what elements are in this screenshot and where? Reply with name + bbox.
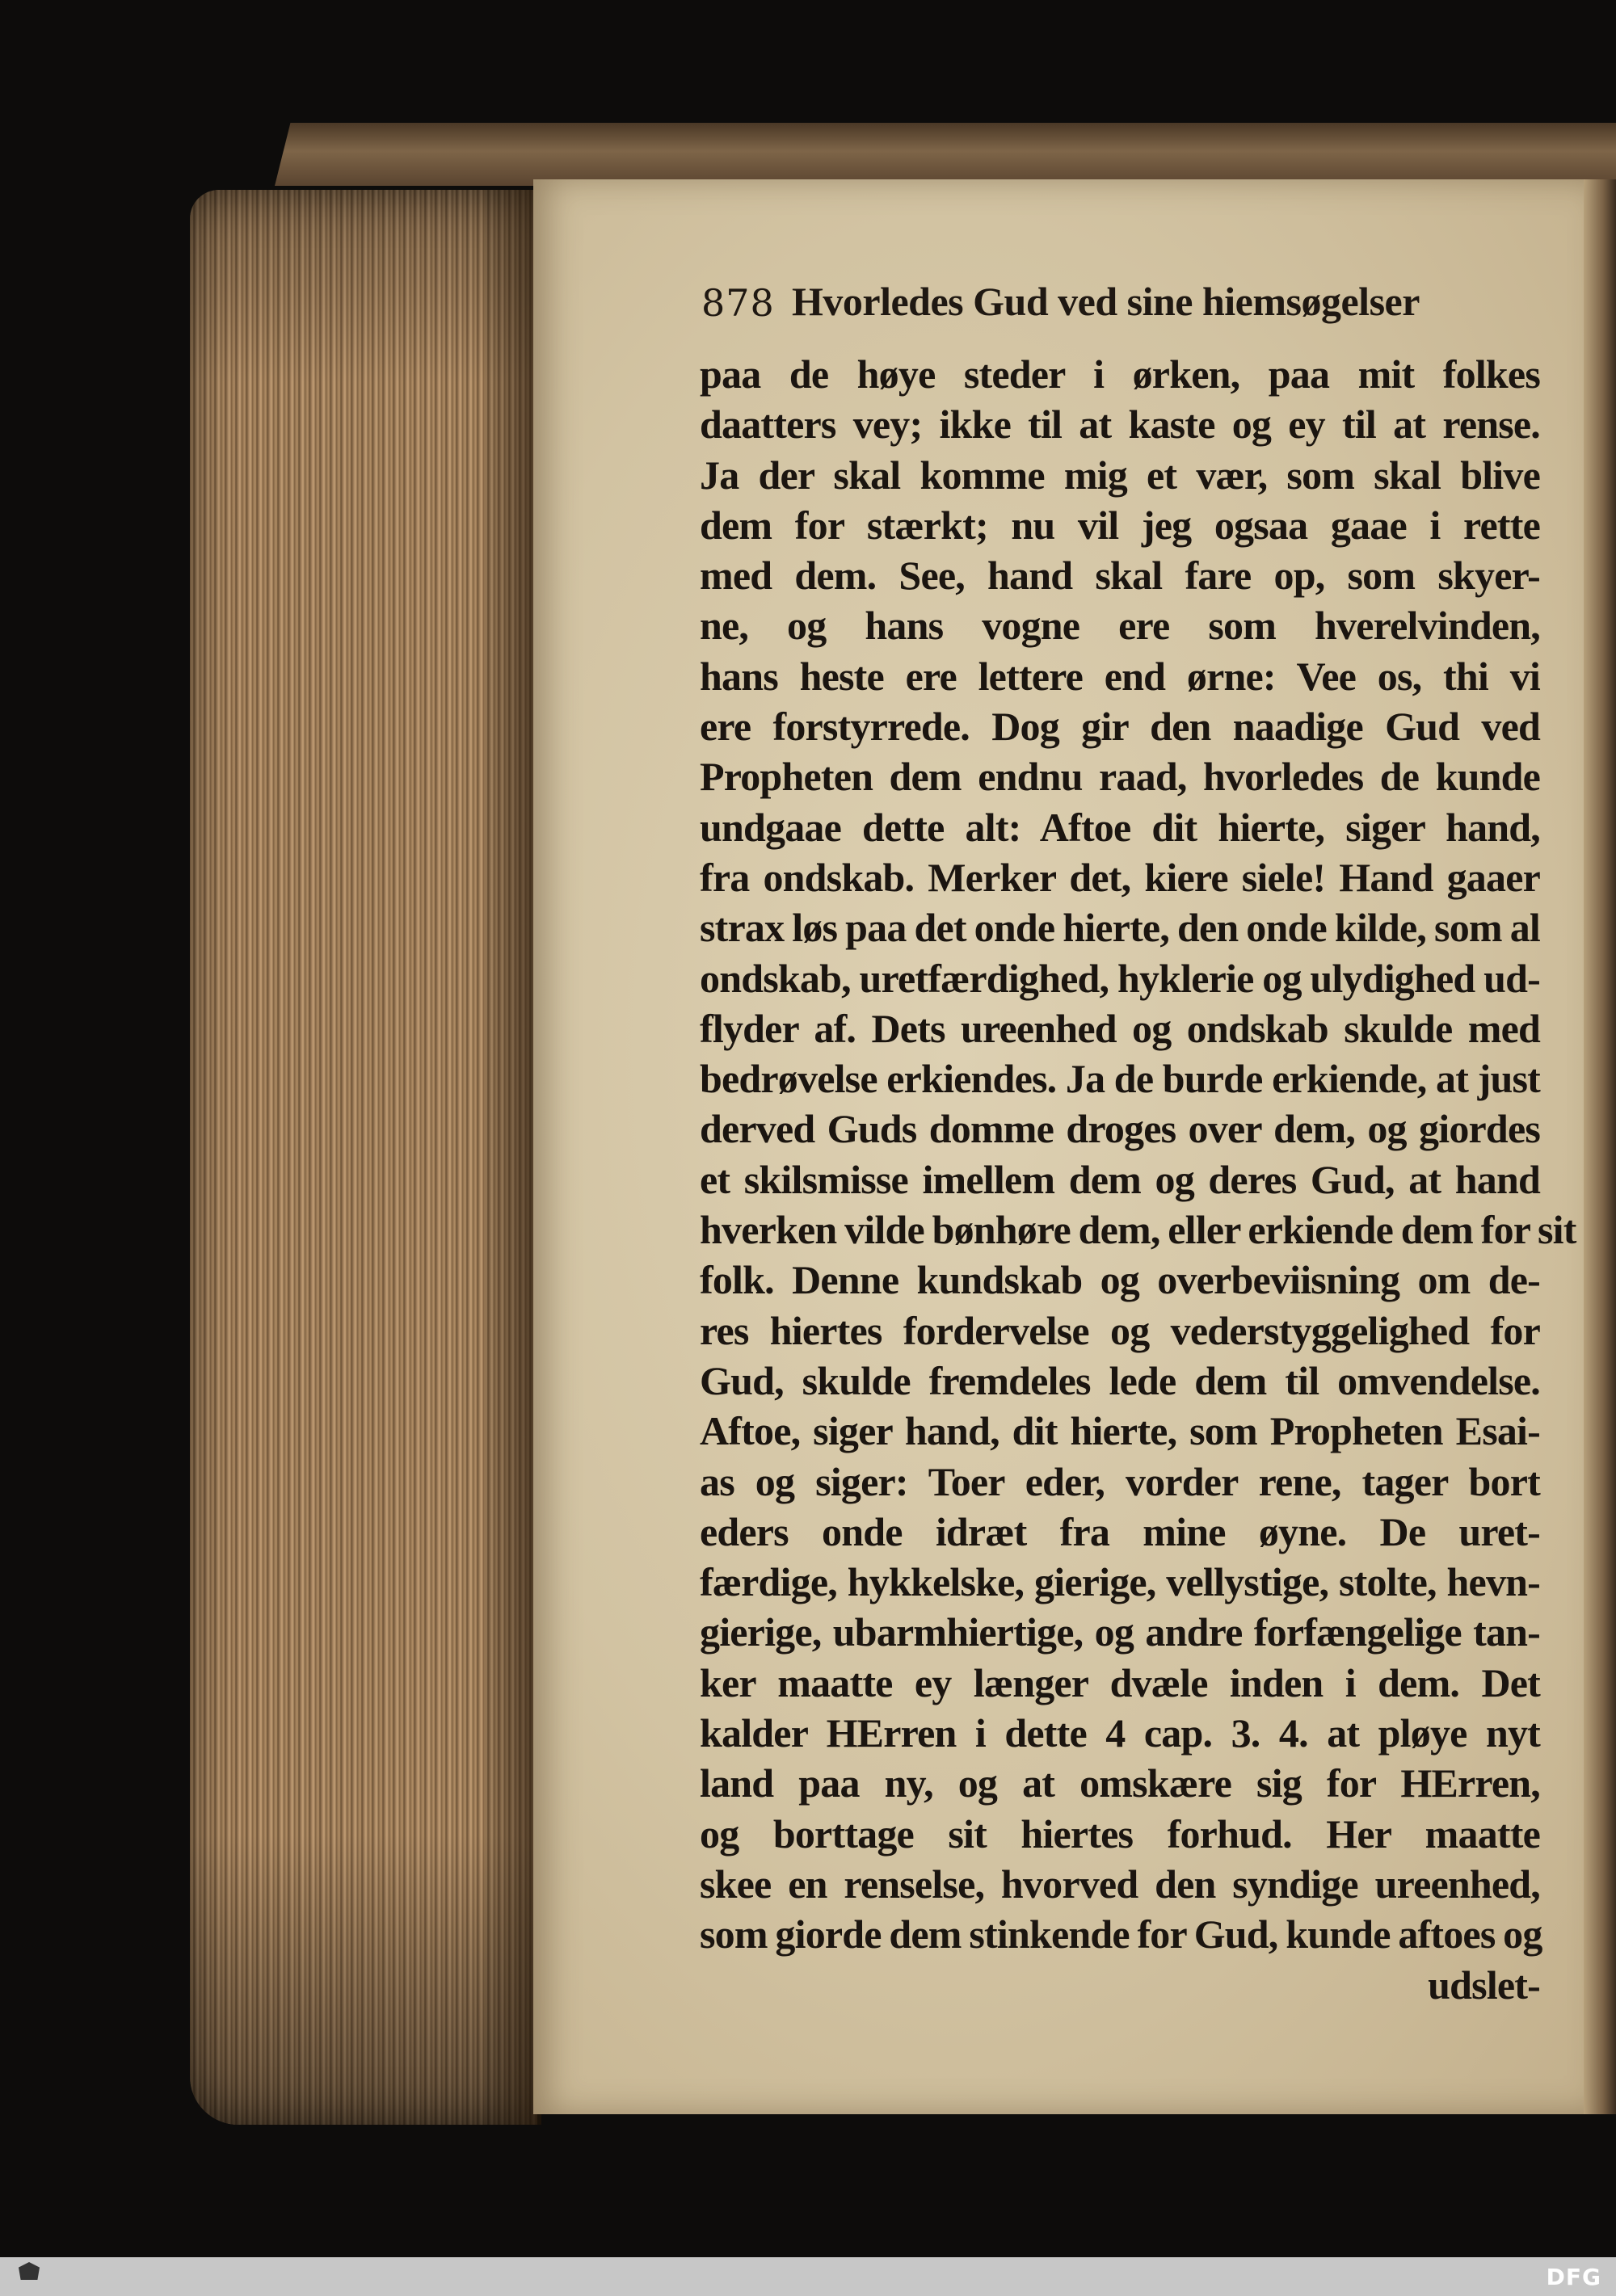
text-line: skee en renselse, hvorved den syndige ureenhed, — [700, 1861, 1540, 1907]
text-line: flyder af. Dets ureenhed og ondskab skulde med — [700, 1005, 1540, 1051]
text-line: folk. Denne kundskab og overbeviisning om de- — [700, 1257, 1540, 1303]
text-line: Propheten dem endnu raad, hvorledes de kunde — [700, 754, 1540, 800]
text-line: land paa ny, og at omskære sig for HErren, — [700, 1760, 1540, 1806]
text-line: kalder HErren i dette 4 cap. 3. 4. at pløye nyt — [700, 1710, 1540, 1756]
text-line: gierige, ubarmhiertige, og andre forfængelige tan- — [700, 1609, 1540, 1655]
body-text — [700, 349, 1576, 2010]
viewer-footer-bar — [0, 2257, 1616, 2296]
text-line: eders onde idræt fra mine øyne. De uret- — [700, 1508, 1540, 1554]
text-line: undgaae dette alt: Aftoe dit hierte, siger hand, — [700, 804, 1540, 850]
text-line: dem for stærkt; nu vil jeg ogsaa gaae i rette — [700, 502, 1540, 548]
text-line: Ja der skal komme mig et vær, som skal blive — [700, 452, 1540, 498]
text-line: ker maatte ey længer dvæle inden i dem. Det — [700, 1659, 1540, 1705]
text-line: paa de høye steder i ørken, paa mit folkes — [700, 351, 1540, 397]
running-title: Hvorledes Gud ved sine hiemsøgelser — [792, 279, 1420, 324]
text-line: Gud, skulde fremdeles lede dem til omvendelse. — [700, 1357, 1540, 1403]
text-line: hans heste ere lettere end ørne: Vee os, thi vi — [700, 653, 1540, 699]
text-line: res hiertes fordervelse og vederstyggelighed for — [700, 1307, 1540, 1353]
dfg-logo: DFG — [1546, 2264, 1601, 2290]
text-line: daatters vey; ikke til at kaste og ey til at rense. — [700, 402, 1540, 448]
page-fore-edge — [1584, 179, 1616, 2114]
text-line: strax løs paa det onde hierte, den onde kilde, som al — [700, 905, 1540, 951]
text-line: og borttage sit hiertes forhud. Her maatte — [700, 1810, 1540, 1857]
text-line: Aftoe, siger hand, dit hierte, som Propheten Esai- — [700, 1408, 1540, 1454]
text-line: et skilsmisse imellem dem og deres Gud, at hand — [700, 1156, 1540, 1202]
text-line: som giorde dem stinkende for Gud, kunde aftoes og — [700, 1911, 1542, 1957]
text-line: as og siger: Toer eder, vorder rene, tager bort — [700, 1458, 1540, 1504]
text-line: ondskab, uretfærdighed, hyklerie og ulydighed ud- — [700, 955, 1540, 1001]
page-number: 878 — [701, 281, 775, 325]
text-line: bedrøvelse erkiendes. Ja de burde erkiende, at just — [700, 1056, 1540, 1102]
running-head — [701, 275, 1517, 330]
text-line: udslet- — [1428, 1962, 1540, 2008]
text-line: hverken vilde bønhøre dem, eller erkiende dem for sit — [700, 1207, 1576, 1253]
text-line: med dem. See, hand skal fare op, som skyer- — [700, 553, 1540, 599]
text-line: ne, og hans vogne ere som hverelvinden, — [700, 603, 1540, 649]
text-line: fra ondskab. Merker det, kiere siele! Hand gaaer — [700, 854, 1540, 900]
crest-icon — [13, 2262, 45, 2291]
text-line: ere forstyrrede. Dog gir den naadige Gud ved — [700, 704, 1540, 750]
text-line: derved Guds domme droges over dem, og giordes — [700, 1106, 1540, 1152]
book-cover-top — [275, 123, 1616, 186]
text-line: færdige, hykkelske, gierige, vellystige, stolte, hevn- — [700, 1559, 1540, 1605]
